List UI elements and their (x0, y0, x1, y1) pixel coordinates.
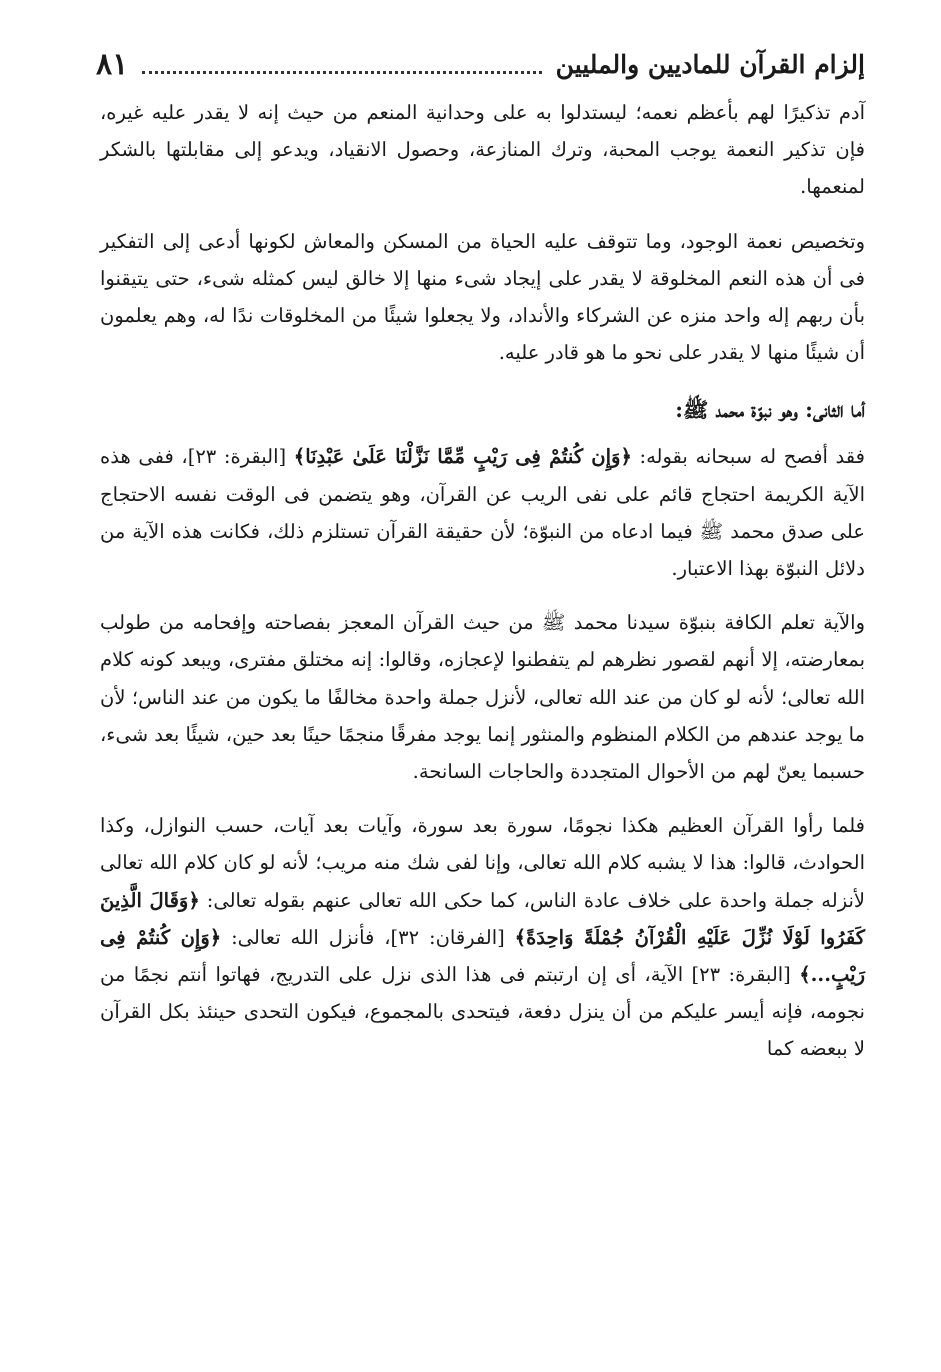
page-header (96, 40, 865, 88)
page-body (100, 94, 865, 1068)
section-heading: أما الثانى: وهو نبوّة محمد ﷺ: (675, 397, 865, 423)
paragraph-4: والآية تعلم الكافة بنبوّة سيدنا محمد ﷺ من حيث القرآن المعجز بفصاحته وإفحامه من طولب بمعارضته، إلا أنهم لقصور نظرهم لم يتفطنوا لإعجازه، وقالوا: إنه مختلق مفترى، ويبعد كونه كلام الله تعالى؛ لأنه لو كان من عند الله تعالى، لأنزل جملة واحدة مخالفًا ما يكون من عند الناس؛ لأن ما يوجد عندهم من الكلام المنظوم والمنثور إنما يوجد مفرقًا منجمًا حينًا بعد حين، شيئًا بعد شىء، حسبما يعنّ لهم من الأحوال المتجددة والحاجات السانحة. (100, 611, 865, 784)
paragraph-5-rest: [البقرة: ٢٣] الآية، أى إن ارتبتم فى هذا الذى نزل على التدريج، فهاتوا أنتم نجمًا من نجومه، فإنه أيسر عليكم من أن ينزل دفعة، فيتحدى بالمجموع، فيكون التحدى حينئذ بكل القرآن لا ببعضه كما (100, 963, 865, 1061)
quran-verse: ﴿وَإِن كُنتُمْ فِى رَيْبٍ مِّمَّا نَزَّلْنَا عَلَىٰ عَبْدِنَا﴾ (293, 445, 632, 469)
paragraph-5 (100, 807, 865, 1067)
quran-verse: ﴿وَإِن كُنتُمْ فِى رَيْبٍ...﴾ (100, 925, 865, 987)
paragraph-5-lead: فلما رأوا القرآن العظيم هكذا نجومًا، سورة بعد سورة، وآيات بعد آيات، حسب النوازل، وكذا الحوادث، قالوا: هذا لا يشبه كلام الله تعالى، وإنا لفى شك منه مريب؛ لأنه لو كان كلام الله تعالى لأنزله جملة واحدة على خلاف عادة الناس، كما حكى الله تعالى عنهم بقوله تعالى: (100, 814, 865, 912)
paragraph-1: آدم تذكيرًا لهم بأعظم نعمه؛ ليستدلوا به على وحدانية المنعم من حيث إنه لا يقدر عليه غيره، فإن تذكير النعمة يوجب المحبة، وترك المنازعة، وحصول الانقياد، ويدعو إلى مقابلتها بالشكر لمنعمها. (100, 101, 865, 199)
page-number: ٨١ (96, 46, 129, 82)
running-title: إلزام القرآن للماديين والمليين (555, 49, 865, 79)
quran-verse: ﴿وَقَالَ الَّذِينَ كَفَرُوا لَوْلَا نُزِّلَ عَلَيْهِ الْقُرْآنُ جُمْلَةً وَاحِدَةً﴾ (100, 888, 866, 949)
paragraph-3-lead: فقد أفصح له سبحانه بقوله: (631, 445, 865, 469)
paragraph-2: وتخصيص نعمة الوجود، وما تتوقف عليه الحياة من المسكن والمعاش لكونها أدعى إلى التفكير فى أن هذه النعم المخلوقة لا يقدر على إيجاد شىء منها إلا خالق ليس كمثله شىء، حتى يتيقنوا بأن ربهم إله واحد منزه عن الشركاء والأنداد، ولا يجعلوا شيئًا من المخلوقات ندًا له، وهم يعلمون أن شيئًا منها لا يقدر على نحو ما هو قادر عليه. (100, 229, 865, 365)
paragraph-5-mid: [الفرقان: ٣٢]، فأنزل الله تعالى: (221, 925, 515, 949)
paragraph-3 (100, 438, 865, 587)
dotted-leader (142, 55, 541, 74)
paragraph-3-rest: [البقرة: ٢٣]، ففى هذه الآية الكريمة احتجاج قائم على نفى الريب عن القرآن، وهو يتضمن فى الوقت نفسه الاحتجاج على صدق محمد ﷺ فيما ادعاه من النبوّة؛ لأن حقيقة القرآن تستلزم ذلك، فكانت هذه الآية من دلائل النبوّة بهذا الاعتبار. (100, 445, 865, 581)
